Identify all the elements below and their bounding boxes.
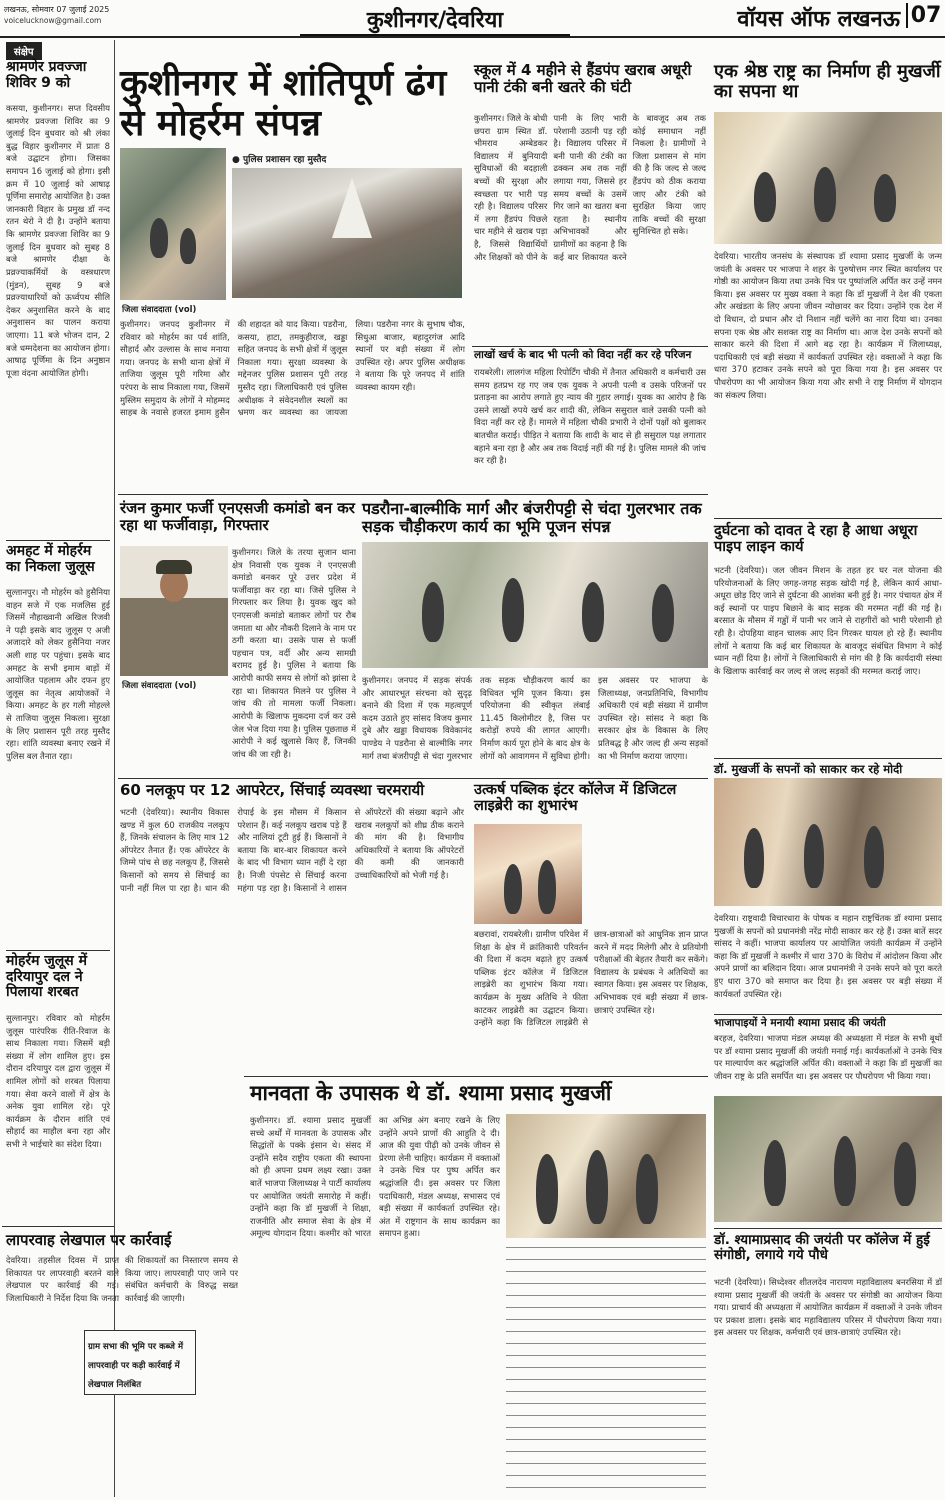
lead-subhead-text: पुलिस प्रशासन रहा मुस्तैद	[243, 155, 327, 165]
divider	[118, 778, 708, 779]
wedding-body: रायबरेली। लालगंज महिला रिपोर्टिंग चौकी में तैनात अधिकारी व कर्मचारी उस समय हतप्रभ रह गए जब एक युवक ने अपनी पत्नी व उसके परिजनों पर प्रताड़ना का आरोप लगाते हुए न्याय की गुहार लगाई। युवक का आरोप है कि उसने लाखों रुपये खर्च कर शादी की, लेकिन ससुराल वाले उसकी पत्नी को विदा नहीं कर रहे हैं। मामले में महिला चौकी प्रभारी ने दोनों पक्षों को बुलाकर बातचीत कराई। पीड़ित ने बताया कि शादी के बाद से ही ससुराल पक्ष लगातार बहाने बना रहा है और अब तक विदाई नहीं की गई है। पुलिस मामले की जांच कर रही है।	[474, 367, 706, 466]
library-photo	[474, 824, 582, 924]
divider	[472, 346, 708, 347]
humanity-body: कुशीनगर। डॉ. श्यामा प्रसाद मुखर्जी सच्चे अर्थों में मानवता के उपासक और सिद्धांतों के पक्के इंसान थे। संसद में उन्होंने सदैव राष्ट्रीय एकता की स्थापना को ही अपना प्रथम लक्ष्य रखा। उक्त बातें भाजपा जिलाध्यक्ष ने पार्टी कार्यालय पर आयोजित जयंती समारोह में कहीं। उन्होंने कहा कि डॉ मुखर्जी ने शिक्षा, राजनीति और समाज सेवा के क्षेत्र में अमूल्य योगदान दिया। कश्मीर को भारत का अभिन्न अंग बनाए रखने के लिए उन्होंने अपने प्राणों की आहुति दे दी। आज की युवा पीढ़ी को उनके जीवन से प्रेरणा लेनी चाहिए। कार्यक्रम में वक्ताओं ने उनके चित्र पर पुष्प अर्पित कर श्रद्धांजलि दी। इस अवसर पर जिला पदाधिकारी, मंडल अध्यक्ष, सभासद एवं बड़ी संख्या में कार्यकर्ता उपस्थित रहे। अंत में राष्ट्रगान के साथ कार्यक्रम का समापन हुआ।	[250, 1115, 500, 1239]
story1-headline: श्रामणेर प्रवज्जा शिविर 9 को	[6, 59, 87, 91]
handpump-headline: स्कूल में 4 महीने से हैंडपंप खराब अधूरी पानी टंकी बनी खतरे की घंटी	[474, 61, 692, 96]
mukherjee-nation-body: देवरिया। भारतीय जनसंघ के संस्थापक डॉ श्यामा प्रसाद मुखर्जी के जन्म जयंती के अवसर पर भाजपा ने शहर के पुरुषोत्तम नगर स्थित कार्यालय पर गोष्ठी का आयोजन किया तथा उनके चित्र पर पुष्पांजलि अर्पित कर उन्हें नमन किया। इस अवसर पर मुख्य वक्ता ने कहा कि डॉ मुखर्जी ने देश की एकता और अखंडता के लिए अपना जीवन न्योछावर कर दिया। उन्होंने एक देश में दो विधान, दो प्रधान और दो निशान नहीं चलेंगे का नारा दिया था। उनका सपना एक श्रेष्ठ और सशक्त राष्ट्र का निर्माण था। आज देश उनके सपनों को साकार करने की दिशा में आगे बढ़ रहा है। कार्यक्रम में जिलाध्यक्ष, पदाधिकारी एवं बड़ी संख्या में कार्यकर्ता उपस्थित रहे। वक्ताओं ने कहा कि धारा 370 हटाकर उनके सपने को पूरा किया गया है। इस अवसर पर पौधरोपण का भी आयोजन किया गया और सभी ने राष्ट्र निर्माण में योगदान का संकल्प लिया।	[714, 251, 942, 400]
student-figure	[504, 864, 522, 914]
tubewell-body: भटनी (देवरिया)। स्थानीय विकास खण्ड में कुल 60 राजकीय नलकूप हैं, जिनके संचालन के लिए मात्र 12 ऑपरेटर तैनात हैं। एक ऑपरेटर के जिम्मे पांच से छह नलकूप हैं, जिससे किसानों को समय से सिंचाई का पानी नहीं मिल पा रहा है। धान की रोपाई के इस मौसम में किसान परेशान हैं। कई नलकूप खराब पड़े हैं और नालियां टूटी हुई हैं। किसानों ने बताया कि बार-बार शिकायत करने के बाद भी विभाग ध्यान नहीं दे रहा है। निजी पंपसेट से सिंचाई करना महंगा पड़ रहा है। किसानों ने शासन से ऑपरेटरों की संख्या बढ़ाने और खराब नलकूपों को शीघ्र ठीक कराने की मांग की है। विभागीय अधिकारियों ने बताया कि ऑपरेटरों की कमी की जानकारी उच्चाधिकारियों को भेजी गई है।	[120, 807, 464, 893]
crowd-figure	[150, 218, 168, 258]
library-headline: उत्कर्ष पब्लिक इंटर कॉलेज में डिजिटल लाइब्रेरी का शुभारंभ	[474, 782, 677, 815]
college-headline: डॉ. श्यामाप्रसाद की जयंती पर कॉलेज में हुई संगोष्ठी, लगाये गये पौधे	[714, 1228, 942, 1263]
officer-cap	[156, 560, 192, 574]
divider	[2, 1226, 114, 1227]
attendee-figure	[834, 1136, 856, 1206]
lead-photo-2	[232, 168, 462, 298]
crowd-figure	[180, 228, 196, 264]
mukherjee-dreams-headline: डॉ. मुखर्जी के सपनों को साकार कर रहे मोदी	[714, 758, 942, 776]
mukherjee-dreams-photo	[714, 778, 942, 906]
mukherjee-nation-headline: एक श्रेष्ठ राष्ट्र का निर्माण ही मुखर्जी का सपना था	[714, 61, 941, 103]
student-figure	[538, 860, 556, 914]
attendee-figure	[874, 174, 896, 222]
story3-headline: मोहर्रम जुलूस में दरियापुर दल ने पिलाया शरबत	[6, 950, 110, 1001]
commando-photo	[120, 546, 228, 676]
brief-tag: संक्षेप	[6, 40, 42, 60]
bjym-body: बरहज, देवरिया। भाजपा मंडल अध्यक्ष की अध्यक्षता में मंडल के सभी बूथों पर डॉ श्यामा प्रसाद मुखर्जी की जयंती मनाई गई। कार्यकर्ताओं ने उनके चित्र पर माल्यार्पण कर श्रद्धांजलि अर्पित की। वक्ताओं ने कहा कि डॉ मुखर्जी का जीवन राष्ट्र के प्रति समर्पित था। इस अवसर पर पौधरोपण भी किया गया।	[714, 1033, 942, 1081]
lekhpal-headline: लापरवाह लेखपाल पर कार्रवाई	[6, 1231, 172, 1249]
official-figure	[422, 582, 444, 642]
mukherjee-nation-photo	[714, 112, 942, 244]
commando-dateline: जिला संवाददाता (vol)	[122, 680, 197, 690]
official-figure	[652, 584, 674, 642]
official-figure	[582, 582, 604, 642]
pullquote-text: ग्राम सभा की भूमि पर कब्जे में लापरवाही पर कड़ी कार्रवाई में लेखपाल निलंबित	[88, 1342, 184, 1390]
story1-body: कसया, कुशीनगर। सप्त दिवसीय श्रामणेर प्रवज्जा शिविर का 9 जुलाई दिन बुधवार को श्री लंका बुद्ध विहार कुशीनगर में प्रातः 8 बजे उद्घाटन होगा। जिसका समापन 16 जुलाई को होगा। इसी क्रम में 10 जुलाई को आषाढ़ पूर्णिमा समारोह आयोजित है। उक्त जानकारी विहार के प्रमुख डॉ नन्द रतन थेरो ने दी है। उन्होंने बताया कि श्रामणेर प्रवज्जा शिविर का 9 जुलाई दिन बुधवार को सुबह 8 बजे श्रामणेर दीक्षा के प्रव्रज्याकर्मियों के वस्त्रधारण (मुंडन), सुबह 9 बजे प्रव्रज्याधारियों को ऊर्ध्वपथ सीलि देकर अनुशासित करने के बाद अनुशासन का पालन कराया जाएगा। 11 बजे भोजन दान, 2 बजे धम्मदेशना का आयोजन होगा। आषाढ़ पूर्णिमा के दिन अनुष्ठान पूजा वंदना आयोजित होगी।	[6, 103, 110, 378]
library-body: बछरावां, रायबरेली। ग्रामीण परिवेश में शिक्षा के क्षेत्र में क्रांतिकारी परिवर्तन की दिशा में कदम बढ़ाते हुए उत्कर्ष पब्लिक इंटर कॉलेज में डिजिटल लाइब्रेरी का शुभारंभ किया गया। कार्यक्रम के मुख्य अतिथि ने फीता काटकर लाइब्रेरी का उद्घाटन किया। उन्होंने कहा कि डिजिटल लाइब्रेरी से छात्र-छात्राओं को आधुनिक ज्ञान प्राप्त करने में मदद मिलेगी और वे प्रतियोगी परीक्षाओं की बेहतर तैयारी कर सकेंगे। विद्यालय के प्रबंधक ने अतिथियों का स्वागत किया। इस अवसर पर शिक्षक, अभिभावक एवं बड़ी संख्या में छात्र-छात्राएं उपस्थित रहे।	[474, 929, 708, 1028]
attendee-figure	[814, 167, 836, 222]
bjym-headline: भाजापाइयों ने मनायी श्यामा प्रसाद की जयंती	[714, 1014, 942, 1030]
lekhpal-pullquote	[84, 1330, 196, 1395]
story2-headline: अमहट में मोहर्रम का निकला जुलूस	[6, 540, 110, 575]
attendee-figure	[636, 1154, 658, 1224]
road-body: कुशीनगर। जनपद में सड़क संपर्क और आधारभूत संरचना को सुदृढ़ बनाने की दिशा में एक महत्वपूर्ण कदम उठाते हुए सांसद विजय कुमार दुबे और खड्डा विधायक विवेकानंद पाण्डेय ने पडरौना से बाल्मीकि नगर मार्ग तथा बंजरीपट्टी से चंदा गुलरभार तक सड़क चौड़ीकरण कार्य का विधिवत भूमि पूजन किया। इस परियोजना की स्वीकृत लंबाई 11.45 किलोमीटर है, जिस पर करोड़ों रुपये की लागत आएगी। निर्माण कार्य पूरा होने के बाद क्षेत्र के लोगों को आवागमन में सुविधा होगी। इस अवसर पर भाजपा के जिलाध्यक्ष, जनप्रतिनिधि, विभागीय अधिकारी एवं बड़ी संख्या में ग्रामीण उपस्थित रहे। सांसद ने कहा कि सरकार क्षेत्र के विकास के लिए प्रतिबद्ध है और जल्द ही अन्य सड़कों का भी निर्माण कराया जाएगा।	[362, 675, 708, 761]
divider	[118, 494, 708, 495]
humanity-body-continued	[506, 1244, 706, 1492]
attendee-figure	[864, 826, 884, 888]
attendee-figure	[764, 1140, 786, 1206]
lekhpal-body: देवरिया। तहसील दिवस में प्राप्त शिकायत पर लापरवाही बरतने वाले लेखपाल पर कार्रवाई की गई। जिलाधिकारी ने निर्देश दिया कि जनता की शिकायतों का निस्तारण समय से किया जाए। लापरवाही पाए जाने पर संबंधित कर्मचारी के विरुद्ध सख्त कार्रवाई की जाएगी।	[6, 1255, 238, 1303]
attendee-figure	[744, 828, 764, 888]
road-headline: पडरौना-बाल्मीकि मार्ग और बंजरीपट्टी से चंदा गुलरभार तक सड़क चौड़ीकरण कार्य का भूमि पूजन संपन्न	[362, 499, 702, 536]
mukherjee-dreams-body: देवरिया। राष्ट्रवादी विचारधारा के पोषक व महान राष्ट्रचिंतक डॉ श्यामा प्रसाद मुखर्जी के सपनों को प्रधानमंत्री नरेंद्र मोदी साकार कर रहे हैं। उक्त बातें सदर सांसद ने कहीं। भाजपा कार्यालय पर आयोजित जयंती कार्यक्रम में उन्होंने कहा कि डॉ मुखर्जी ने कश्मीर में धारा 370 के विरोध में आंदोलन किया और अपने प्राणों का बलिदान दिया। आज प्रधानमंत्री ने उनके सपने को पूरा करते हुए धारा 370 को समाप्त कर दिया है। इस अवसर पर बड़ी संख्या में कार्यकर्ता उपस्थित रहे।	[714, 913, 942, 999]
lead-headline: कुशीनगर में शांतिपूर्ण ढंग से मोहर्रम संपन्न	[120, 63, 447, 145]
attendee-figure	[754, 172, 776, 222]
wedding-headline: लाखों खर्च के बाद भी पत्नी को विदा नहीं कर रहे परिजन	[474, 349, 692, 361]
lead-dateline: जिला संवाददाता (vol)	[122, 304, 197, 314]
bullet-icon: ●	[232, 155, 240, 165]
humanity-headline: मानवता के उपासक थे डॉ. श्यामा प्रसाद मुखर्जी	[250, 1081, 612, 1105]
pipeline-headline: दुर्घटना को दावत दे रहा है आधा अधूरा पाइप लाइन कार्य	[714, 518, 942, 555]
page-number: 07	[906, 3, 944, 28]
handpump-body: कुशीनगर। जिले के बोधी छपरा ग्राम स्थित डॉ. भीमराव अम्बेडकर विद्यालय में बुनियादी सुविधाओं की बदहाली बच्चों की सुरक्षा और स्वच्छता पर भारी पड़ रही है। विद्यालय परिसर में लगा हैंडपंप पिछले चार महीने से खराब पड़ा है, जिससे विद्यार्थियों और शिक्षकों को पीने के पानी के लिए भारी परेशानी उठानी पड़ रही है। विद्यालय परिसर में बनी पानी की टंकी का ढक्कन अब तक नहीं लगाया गया, जिससे हर समय बच्चों के उसमें गिर जाने का खतरा बना रहता है। स्थानीय अभिभावकों और ग्रामीणों का कहना है कि कई बार शिकायत करने के बावजूद अब तक कोई समाधान नहीं निकला है। ग्रामीणों ने जिला प्रशासन से मांग की है कि जल्द से जल्द हैंडपंप को ठीक कराया जाए और टंकी को सुरक्षित किया जाए ताकि बच्चों की सुरक्षा सुनिश्चित हो सके।	[474, 113, 706, 262]
pipeline-body: भटनी (देवरिया)। जल जीवन मिशन के तहत हर घर नल योजना की परियोजनाओं के लिए जगह-जगह सड़क खोदी गई है, लेकिन कार्य आधा-अधूरा छोड़ दिए जाने से दुर्घटना की आशंका बनी हुई है। नगर पंचायत क्षेत्र में कई स्थानों पर पाइप बिछाने के बाद सड़क की मरम्मत नहीं की गई है। बरसात के मौसम में गड्ढों में पानी भर जाने से राहगीरों को भारी परेशानी हो रही है। दोपहिया वाहन चालक आए दिन गिरकर घायल हो रहे हैं। स्थानीय लोगों ने बताया कि कई बार शिकायत के बावजूद संबंधित विभाग ने कोई ध्यान नहीं दिया है। लोगों ने जिलाधिकारी से मांग की है कि कार्यदायी संस्था के खिलाफ कार्रवाई कर जल्द से जल्द सड़कों की मरम्मत कराई जाए।	[714, 565, 942, 676]
attendee-figure	[894, 1142, 916, 1206]
attendee-figure	[586, 1150, 608, 1224]
tazia-shape	[332, 178, 372, 238]
masthead	[0, 0, 945, 38]
lead-subhead	[232, 152, 460, 165]
humanity-photo	[506, 1114, 706, 1238]
lead-body: कुशीनगर। जनपद कुशीनगर में रविवार को मोहर्रम का पर्व शांति, सौहार्द और उल्लास के साथ मनाया गया। जनपद के सभी थाना क्षेत्रों में ताजिया जुलूस पूरी गरिमा और परंपरा के साथ निकाला गया, जिसमें मुस्लिम समुदाय के लोगों ने मोहम्मद साहब के नवासे हजरत इमाम हुसैन की शहादत को याद किया। पडरौना, कसया, हाटा, तमकुहीराज, खड्डा सहित जनपद के सभी क्षेत्रों में जुलूस निकाला गया। सुरक्षा व्यवस्था के मद्देनजर पुलिस प्रशासन पूरी तरह मुस्तैद रहा। जिलाधिकारी एवं पुलिस अधीक्षक ने संवेदनशील स्थलों का भ्रमण कर व्यवस्था का जायजा लिया। पडरौना नगर के सुभाष चौक, सिधुआ बाजार, बहादुरगंज आदि स्थानों पर बड़ी संख्या में लोग उपस्थित रहे। अपर पुलिस अधीक्षक ने बताया कि पूरे जनपद में शांति व्यवस्था कायम रही।	[120, 319, 465, 418]
email: voicelucknow@gmail.com	[4, 16, 102, 25]
college-body: भटनी (देवरिया)। सिध्देश्वर शीतलदेव नारायण महाविद्यालय बनरसिया में डॉ श्यामा प्रसाद मुखर्जी की जयंती के अवसर पर संगोष्ठी का आयोजन किया गया। प्राचार्य की अध्यक्षता में आयोजित कार्यक्रम में वक्ताओं ने उनके जीवन पर प्रकाश डाला। इसके बाद महाविद्यालय परिसर में पौधरोपण किया गया। इस अवसर पर शिक्षक, कर्मचारी एवं छात्र-छात्राएं उपस्थित रहे।	[714, 1277, 942, 1338]
divider	[244, 1076, 708, 1077]
official-figure	[502, 578, 524, 642]
tubewell-headline: 60 नलकूप पर 12 आपरेटर, सिंचाई व्यवस्था चरमरायी	[120, 781, 425, 799]
paper-name: वॉयस ऑफ लखनऊ	[737, 7, 900, 32]
attendee-figure	[804, 824, 824, 888]
lead-photo	[120, 148, 226, 300]
road-photo	[362, 542, 708, 668]
commando-headline: रंजन कुमार फर्जी एनएसजी कमांडो बन कर रहा था फर्जीवाड़ा, गिरफ्तार	[120, 499, 355, 534]
attendee-figure	[536, 1154, 558, 1224]
story2-body: सुल्तानपुर। नौ मोहर्रम को हुसैनिया वाहन सजे में एक मजलिस हुई जिसमें नौहाख्वानी अखिल रिजवी ने पढ़ी इसके बाद जुलूस ए अजी अजादारे को लेकर हुसैनिया नजर अली शाह पर पहुंचा। इसके बाद अमहट के सभी इमाम बाड़ों में आयोजित पहलाम और दफन हुए जुलूस का नेतृत्व आयोजकों ने किया। अमहट के हर गली मोहल्ले से ताजिया जुलूस निकला। सुरक्षा के लिए प्रशासन पूरी तरह मुस्तैद रहा। शांति व्यवस्था बनाए रखने में पुलिस बल तैनात रहा।	[6, 587, 110, 761]
date-line: लखनऊ, सोमवार 07 जुलाई 2025	[4, 5, 110, 14]
story3-body: सुल्तानपुर। रविवार को मोहर्रम जुलूस पारंपरिक रीति-रिवाज के साथ निकाला गया। जिसमें बड़ी संख्या में लोग शामिल हुए। इस दौरान दरियापुर दल द्वारा जुलूस में शामिल लोगों को शरबत पिलाया गया। सेवा करने वालों में क्षेत्र के अनेक युवा शामिल रहे। पूरे कार्यक्रम के दौरान शांति एवं सौहार्द का माहौल बना रहा और सभी ने भाईचारे का संदेश दिया।	[6, 1013, 110, 1150]
bjym-photo	[714, 1096, 942, 1222]
section-title: कुशीनगर/देवरिया	[300, 4, 570, 36]
commando-body: कुशीनगर। जिले के तरया सुजान थाना क्षेत्र निवासी एक युवक ने एनएसजी कमांडो बनकर पूरे उत्तर प्रदेश में फर्जीवाड़ा कर रहा था। जिसे पुलिस ने गिरफ्तार कर लिया है। युवक खुद को एनएसजी कमांडो बताकर लोगों पर रौब जमाता था और नौकरी दिलाने के नाम पर ठगी करता था। उसके पास से फर्जी पहचान पत्र, वर्दी और अन्य सामग्री बरामद हुई है। पुलिस ने बताया कि आरोपी काफी समय से लोगों को झांसा दे रहा था। शिकायत मिलने पर पुलिस ने जांच की तो मामला फर्जी निकला। आरोपी के खिलाफ मुकदमा दर्ज कर उसे जेल भेज दिया गया है। पुलिस पूछताछ में आरोपी ने कई खुलासे किए हैं, जिनकी जांच की जा रही है।	[232, 547, 356, 759]
